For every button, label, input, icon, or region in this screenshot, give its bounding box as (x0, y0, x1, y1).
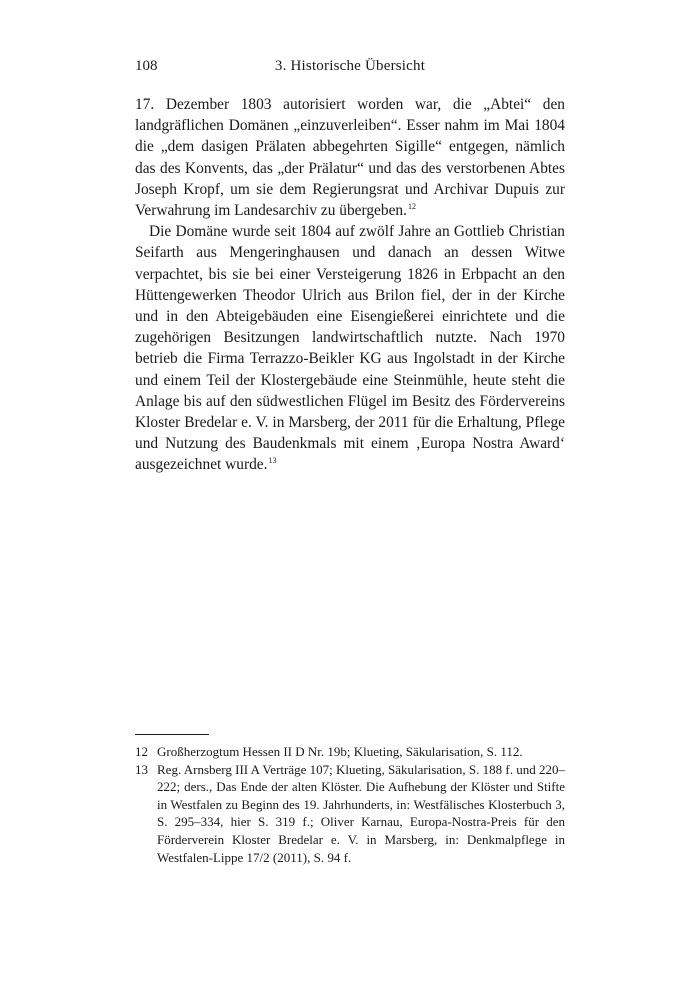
paragraph (135, 94, 565, 221)
footnote-number: 13 (135, 761, 148, 777)
footnotes (135, 734, 565, 866)
footnote-divider (135, 734, 209, 735)
footnote-reference[interactable]: 13 (268, 456, 277, 466)
running-head (135, 58, 565, 84)
paragraph-text: Die Domäne wurde seit 1804 auf zwölf Jahre an Gottlieb Christian Seifarth aus Mengeringhausen und danach an dessen Witwe verpachtet, bis sie bei einer Versteigerung 1826 in Erbpacht an den Hüttengewerken Theodor Ulrich aus Brilon fiel, der in der Kirche und in den Abteigebäuden eine Eisengießerei einrichtete und die zugehörigen Besitzungen landwirtschaftlich nutzte. Nach 1970 betrieb die Firma Terrazzo-Beikler KG aus Ingolstadt in der Kirche und einem Teil der Klostergebäude eine Steinmühle, heute steht die Anlage bis auf den südwestlichen Flügel im Besitz des Fördervereins Kloster Bredelar e. V. in Marsberg, der 2011 für die Erhaltung, Pflege und Nutzung des Baudenkmals mit einem ‚Europa Nostra Award‘ ausgezeichnet wurde. (135, 223, 565, 474)
footnote-number: 12 (135, 744, 148, 759)
page-number: 108 (135, 58, 158, 74)
page-content (135, 58, 565, 476)
footnote-reference[interactable]: 12 (407, 202, 416, 212)
footnote-text: Reg. Arnsberg III A Verträge 107; Klueting, Säkularisation, S. 188 f. und 220–222; ders., Das Ende der alten Klöster. Die Aufhebung der Klöster und Stifte in Westfalen zu Beginn des 19. Jahrhunderts, in: Westfälisches Klosterbuch 3, S. 295–334, hier S. 319 f.; Oliver Karnau, Europa-Nostra-Preis für den Förderverein Kloster Bredelar e. V. in Marsberg, in: Denkmalpflege in Westfalen-Lippe 17/2 (2011), S. 94 f. (157, 761, 565, 865)
chapter-title: 3. Historische Übersicht (274, 58, 426, 74)
footnote (135, 743, 565, 761)
footnote-text: Großherzogtum Hessen II D Nr. 19b; Klueting, Säkularisation, S. 112. (157, 744, 523, 759)
body-text (135, 94, 565, 476)
footnote (135, 761, 565, 867)
paragraph-text: 17. Dezember 1803 autorisiert worden war, die „Abtei“ den landgräflichen Domänen „einzuverleiben“. Esser nahm im Mai 1804 die „dem dasigen Prälaten abbegehrten Sigille“ entgegen, nämlich das des Konvents, das „der Prälatur“ und das des verstorbenen Abtes Joseph Kropf, um sie dem Regierungsrat und Archivar Dupuis zur Verwahrung im Landesarchiv zu übergeben. (135, 96, 565, 220)
paragraph (135, 221, 565, 475)
